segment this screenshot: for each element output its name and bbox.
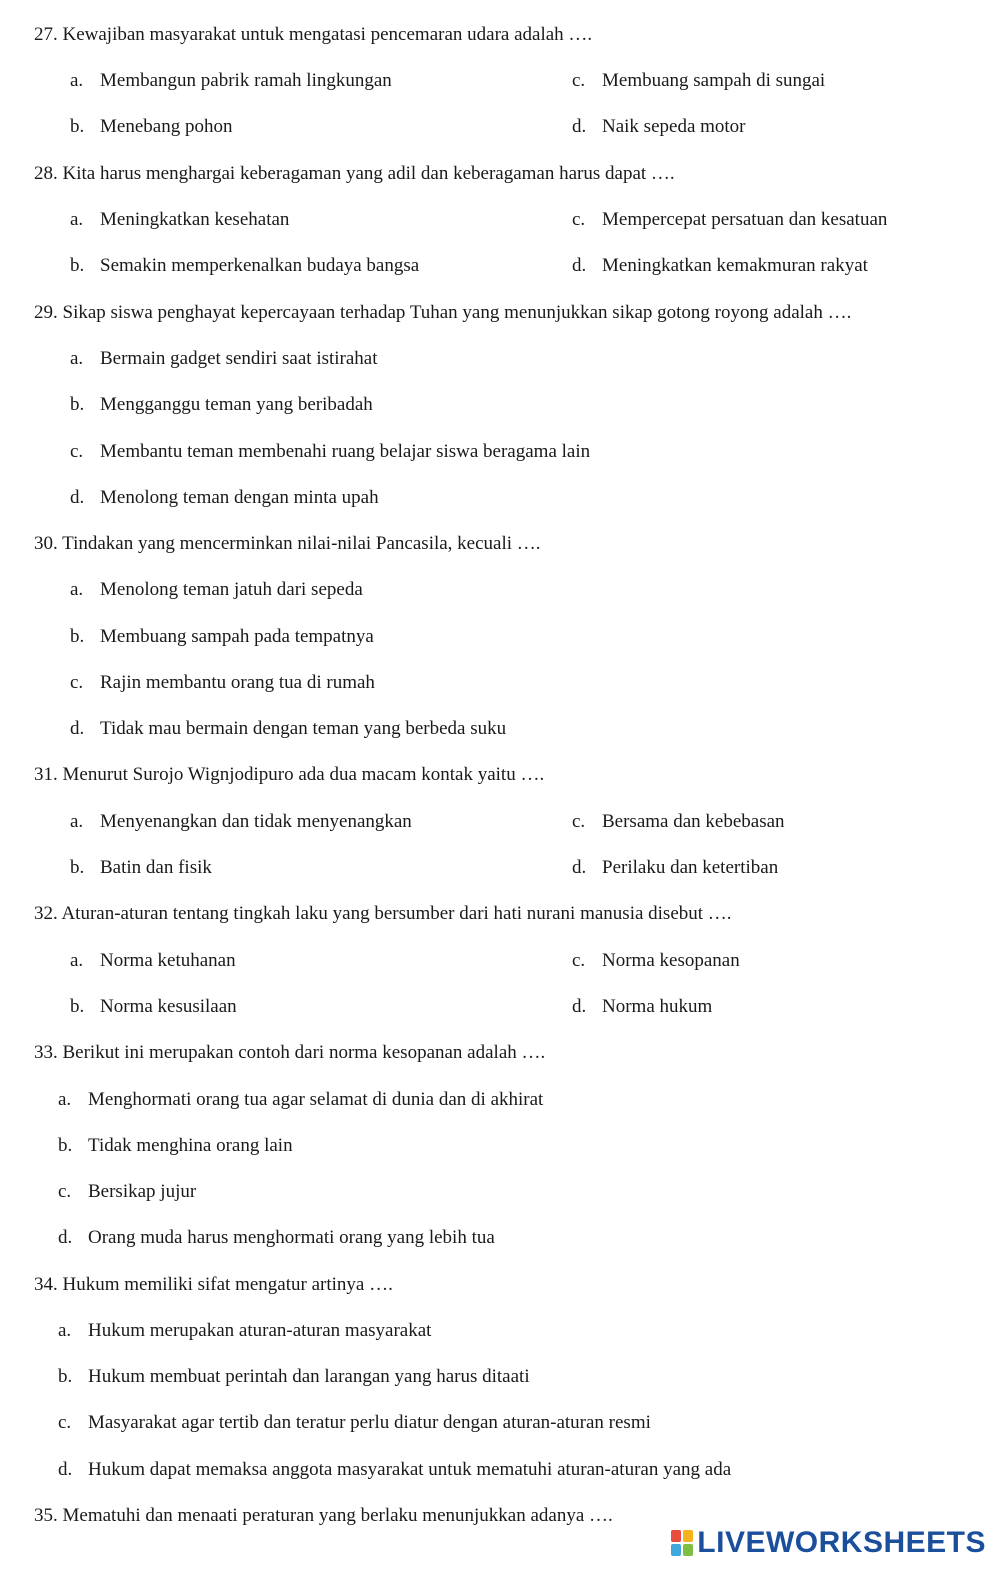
question-31: 31. Menurut Surojo Wignjodipuro ada dua macam kontak yaitu ….: [34, 764, 545, 785]
option-text: Masyarakat agar tertib dan teratur perlu diatur dengan aturan-aturan resmi: [88, 1412, 651, 1433]
option-33-c[interactable]: [58, 1179, 196, 1205]
option-text: Rajin membantu orang tua di rumah: [100, 672, 375, 693]
option-letter: d.: [572, 996, 587, 1017]
option-text: Batin dan fisik: [100, 857, 212, 878]
option-text: Hukum dapat memaksa anggota masyarakat untuk mematuhi aturan-aturan yang ada: [88, 1459, 732, 1480]
option-letter: a.: [70, 70, 84, 91]
question-29: 29. Sikap siswa penghayat kepercayaan terhadap Tuhan yang menunjukkan sikap gotong royong adalah ….: [34, 302, 852, 323]
option-text: Membuang sampah di sungai: [602, 70, 826, 91]
option-33-b[interactable]: [58, 1133, 293, 1159]
option-letter: c.: [572, 811, 586, 832]
option-text: Menolong teman jatuh dari sepeda: [100, 579, 363, 600]
brand-text: LIVEWORKSHEETS: [697, 1526, 986, 1559]
option-text: Meningkatkan kemakmuran rakyat: [602, 255, 868, 276]
option-31-a[interactable]: [70, 809, 412, 835]
option-30-d[interactable]: [70, 716, 506, 742]
option-letter: a.: [70, 348, 84, 369]
option-letter: a.: [58, 1320, 72, 1341]
option-letter: b.: [70, 116, 85, 137]
option-34-c[interactable]: [58, 1410, 651, 1436]
option-text: Norma hukum: [602, 996, 713, 1017]
option-27-a[interactable]: [70, 68, 392, 94]
option-29-a[interactable]: [70, 346, 378, 372]
option-32-d[interactable]: [572, 994, 712, 1020]
option-letter: d.: [70, 487, 85, 508]
option-letter: b.: [70, 857, 85, 878]
option-text: Menolong teman dengan minta upah: [100, 487, 379, 508]
option-28-b[interactable]: [70, 253, 419, 279]
option-letter: a.: [70, 950, 84, 971]
option-text: Bersama dan kebebasan: [602, 811, 785, 832]
option-letter: b.: [70, 255, 85, 276]
option-text: Mengganggu teman yang beribadah: [100, 394, 373, 415]
option-text: Menyenangkan dan tidak menyenangkan: [100, 811, 412, 832]
option-letter: c.: [572, 209, 586, 230]
option-text: Hukum membuat perintah dan larangan yang harus ditaati: [88, 1366, 530, 1387]
option-30-c[interactable]: [70, 670, 375, 696]
option-29-c[interactable]: [70, 439, 590, 465]
option-letter: d.: [572, 857, 587, 878]
option-34-b[interactable]: [58, 1364, 530, 1390]
option-32-b[interactable]: [70, 994, 237, 1020]
option-letter: d.: [70, 718, 85, 739]
option-letter: b.: [58, 1366, 73, 1387]
option-letter: a.: [70, 209, 84, 230]
option-27-d[interactable]: [572, 114, 746, 140]
option-27-c[interactable]: [572, 68, 825, 94]
option-letter: a.: [70, 811, 84, 832]
option-27-b[interactable]: [70, 114, 232, 140]
option-letter: a.: [58, 1089, 72, 1110]
option-text: Bersikap jujur: [88, 1181, 197, 1202]
option-29-b[interactable]: [70, 392, 373, 418]
option-text: Norma kesopanan: [602, 950, 740, 971]
option-34-a[interactable]: [58, 1318, 431, 1344]
option-30-a[interactable]: [70, 577, 363, 603]
option-28-d[interactable]: [572, 253, 868, 279]
option-32-a[interactable]: [70, 948, 236, 974]
option-text: Norma kesusilaan: [100, 996, 237, 1017]
option-letter: c.: [58, 1181, 72, 1202]
liveworksheets-logo-icon: [671, 1530, 693, 1556]
option-letter: d.: [58, 1459, 73, 1480]
option-text: Orang muda harus menghormati orang yang lebih tua: [88, 1227, 495, 1248]
option-text: Membuang sampah pada tempatnya: [100, 626, 374, 647]
option-text: Semakin memperkenalkan budaya bangsa: [100, 255, 420, 276]
option-28-c[interactable]: [572, 207, 887, 233]
option-text: Tidak menghina orang lain: [88, 1135, 293, 1156]
option-letter: c.: [572, 950, 586, 971]
option-31-c[interactable]: [572, 809, 785, 835]
option-letter: c.: [70, 672, 84, 693]
option-text: Meningkatkan kesehatan: [100, 209, 290, 230]
question-34: 34. Hukum memiliki sifat mengatur artinya ….: [34, 1274, 393, 1295]
option-text: Membantu teman membenahi ruang belajar siswa beragama lain: [100, 441, 591, 462]
option-text: Naik sepeda motor: [602, 116, 746, 137]
option-letter: c.: [70, 441, 84, 462]
option-33-d[interactable]: [58, 1225, 495, 1251]
option-text: Mempercepat persatuan dan kesatuan: [602, 209, 888, 230]
option-letter: c.: [572, 70, 586, 91]
option-31-b[interactable]: [70, 855, 212, 881]
option-letter: a.: [70, 579, 84, 600]
option-text: Membangun pabrik ramah lingkungan: [100, 70, 392, 91]
question-30: 30. Tindakan yang mencerminkan nilai-nilai Pancasila, kecuali ….: [34, 533, 541, 554]
option-33-a[interactable]: [58, 1087, 543, 1113]
liveworksheets-brand: [671, 1526, 986, 1560]
question-33: 33. Berikut ini merupakan contoh dari norma kesopanan adalah ….: [34, 1042, 546, 1063]
option-text: Menebang pohon: [100, 116, 233, 137]
option-text: Hukum merupakan aturan-aturan masyarakat: [88, 1320, 432, 1341]
option-text: Tidak mau bermain dengan teman yang berbeda suku: [100, 718, 507, 739]
option-letter: b.: [70, 996, 85, 1017]
option-letter: c.: [58, 1412, 72, 1433]
question-28: 28. Kita harus menghargai keberagaman yang adil dan keberagaman harus dapat ….: [34, 163, 675, 184]
option-32-c[interactable]: [572, 948, 740, 974]
option-34-d[interactable]: [58, 1457, 731, 1483]
question-27: 27. Kewajiban masyarakat untuk mengatasi pencemaran udara adalah ….: [34, 24, 593, 45]
option-30-b[interactable]: [70, 624, 374, 650]
option-letter: b.: [58, 1135, 73, 1156]
option-letter: b.: [70, 626, 85, 647]
option-text: Norma ketuhanan: [100, 950, 236, 971]
question-35: 35. Mematuhi dan menaati peraturan yang berlaku menunjukkan adanya ….: [34, 1505, 613, 1526]
option-text: Bermain gadget sendiri saat istirahat: [100, 348, 378, 369]
option-letter: b.: [70, 394, 85, 415]
option-28-a[interactable]: [70, 207, 289, 233]
option-letter: d.: [572, 255, 587, 276]
option-letter: d.: [572, 116, 587, 137]
option-29-d[interactable]: [70, 485, 379, 511]
option-31-d[interactable]: [572, 855, 778, 881]
question-32: 32. Aturan-aturan tentang tingkah laku yang bersumber dari hati nurani manusia disebut ….: [34, 903, 732, 924]
option-letter: d.: [58, 1227, 73, 1248]
option-text: Perilaku dan ketertiban: [602, 857, 779, 878]
option-text: Menghormati orang tua agar selamat di dunia dan di akhirat: [88, 1089, 544, 1110]
